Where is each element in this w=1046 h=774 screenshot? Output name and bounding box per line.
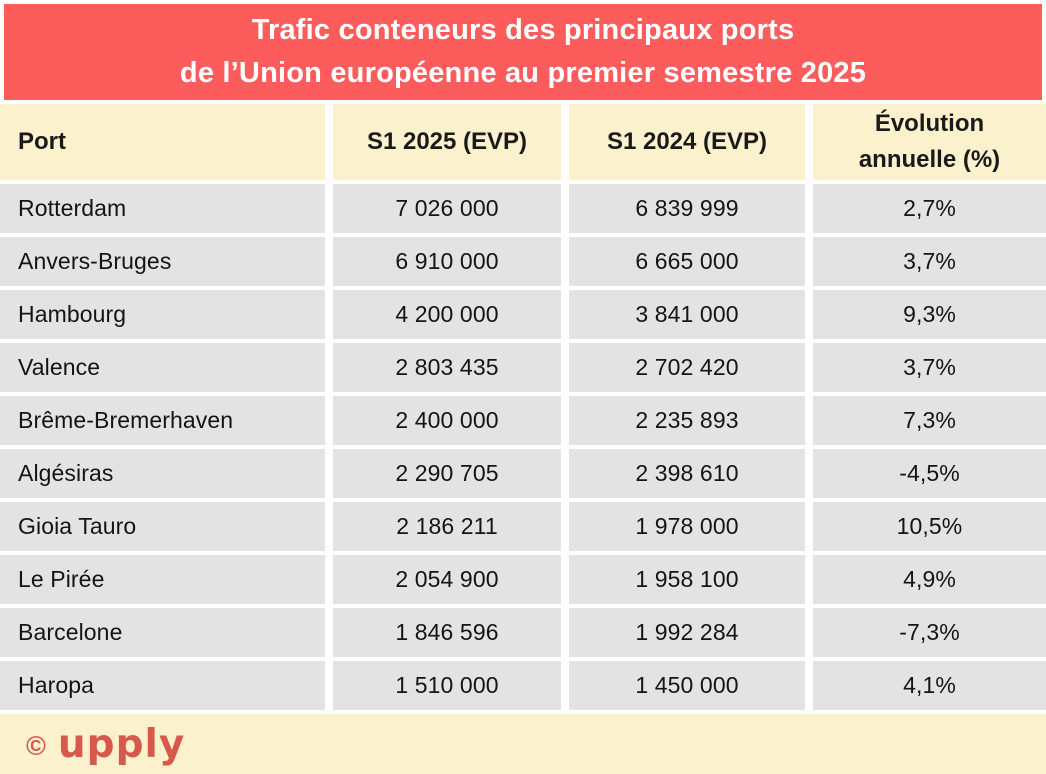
cell-port: Algésiras xyxy=(0,449,325,498)
page-title-line-1: Trafic conteneurs des principaux ports xyxy=(251,14,795,46)
header-cell-s1-2024: S1 2024 (EVP) xyxy=(569,104,805,180)
page-title-line-2: de l’Union européenne au premier semestre 2025 xyxy=(179,57,867,89)
cell-evolution: 2,7% xyxy=(813,184,1046,233)
cell-port: Le Pirée xyxy=(0,555,325,604)
cell-s1-2024: 1 978 000 xyxy=(569,502,805,551)
cell-s1-2025: 1 510 000 xyxy=(333,661,561,710)
table-header-row xyxy=(0,104,1046,180)
cell-s1-2025: 2 803 435 xyxy=(333,343,561,392)
table-row xyxy=(0,237,1046,286)
cell-s1-2024: 6 665 000 xyxy=(569,237,805,286)
table-row xyxy=(0,608,1046,657)
cell-evolution: 3,7% xyxy=(813,343,1046,392)
cell-evolution: 9,3% xyxy=(813,290,1046,339)
cell-evolution: -7,3% xyxy=(813,608,1046,657)
cell-s1-2025: 2 290 705 xyxy=(333,449,561,498)
cell-evolution: 3,7% xyxy=(813,237,1046,286)
cell-s1-2025: 1 846 596 xyxy=(333,608,561,657)
cell-s1-2024: 2 702 420 xyxy=(569,343,805,392)
header-cell-s1-2025: S1 2025 (EVP) xyxy=(333,104,561,180)
cell-port: Rotterdam xyxy=(0,184,325,233)
cell-s1-2025: 4 200 000 xyxy=(333,290,561,339)
cell-s1-2024: 1 958 100 xyxy=(569,555,805,604)
cell-evolution: 4,1% xyxy=(813,661,1046,710)
cell-port: Haropa xyxy=(0,661,325,710)
cell-port: Anvers-Bruges xyxy=(0,237,325,286)
table-row xyxy=(0,449,1046,498)
table-row xyxy=(0,661,1046,710)
cell-s1-2025: 6 910 000 xyxy=(333,237,561,286)
cell-evolution: -4,5% xyxy=(813,449,1046,498)
title-bar xyxy=(4,4,1042,100)
cell-port: Barcelone xyxy=(0,608,325,657)
header-cell-port: Port xyxy=(0,104,325,180)
table-row xyxy=(0,184,1046,233)
table-body xyxy=(0,184,1046,710)
footer xyxy=(0,714,1046,774)
cell-s1-2025: 2 186 211 xyxy=(333,502,561,551)
cell-evolution: 10,5% xyxy=(813,502,1046,551)
cell-s1-2025: 2 054 900 xyxy=(333,555,561,604)
table-row xyxy=(0,290,1046,339)
cell-port: Brême-Bremerhaven xyxy=(0,396,325,445)
cell-s1-2025: 7 026 000 xyxy=(333,184,561,233)
cell-s1-2024: 1 450 000 xyxy=(569,661,805,710)
cell-s1-2024: 6 839 999 xyxy=(569,184,805,233)
cell-port: Hambourg xyxy=(0,290,325,339)
table-row xyxy=(0,502,1046,551)
cell-s1-2025: 2 400 000 xyxy=(333,396,561,445)
header-evolution-line-2: annuelle (%) xyxy=(858,146,1001,173)
cell-port: Gioia Tauro xyxy=(0,502,325,551)
cell-s1-2024: 3 841 000 xyxy=(569,290,805,339)
table-row xyxy=(0,343,1046,392)
cell-port: Valence xyxy=(0,343,325,392)
upply-logo xyxy=(26,721,186,767)
cell-evolution: 4,9% xyxy=(813,555,1046,604)
cell-s1-2024: 2 398 610 xyxy=(569,449,805,498)
brand-text: upply xyxy=(57,721,186,767)
table-row xyxy=(0,555,1046,604)
copyright-icon: © xyxy=(26,730,46,761)
cell-evolution: 7,3% xyxy=(813,396,1046,445)
cell-s1-2024: 1 992 284 xyxy=(569,608,805,657)
header-cell-evolution xyxy=(813,104,1046,180)
table-row xyxy=(0,396,1046,445)
cell-s1-2024: 2 235 893 xyxy=(569,396,805,445)
header-evolution-line-1: Évolution xyxy=(874,110,985,137)
